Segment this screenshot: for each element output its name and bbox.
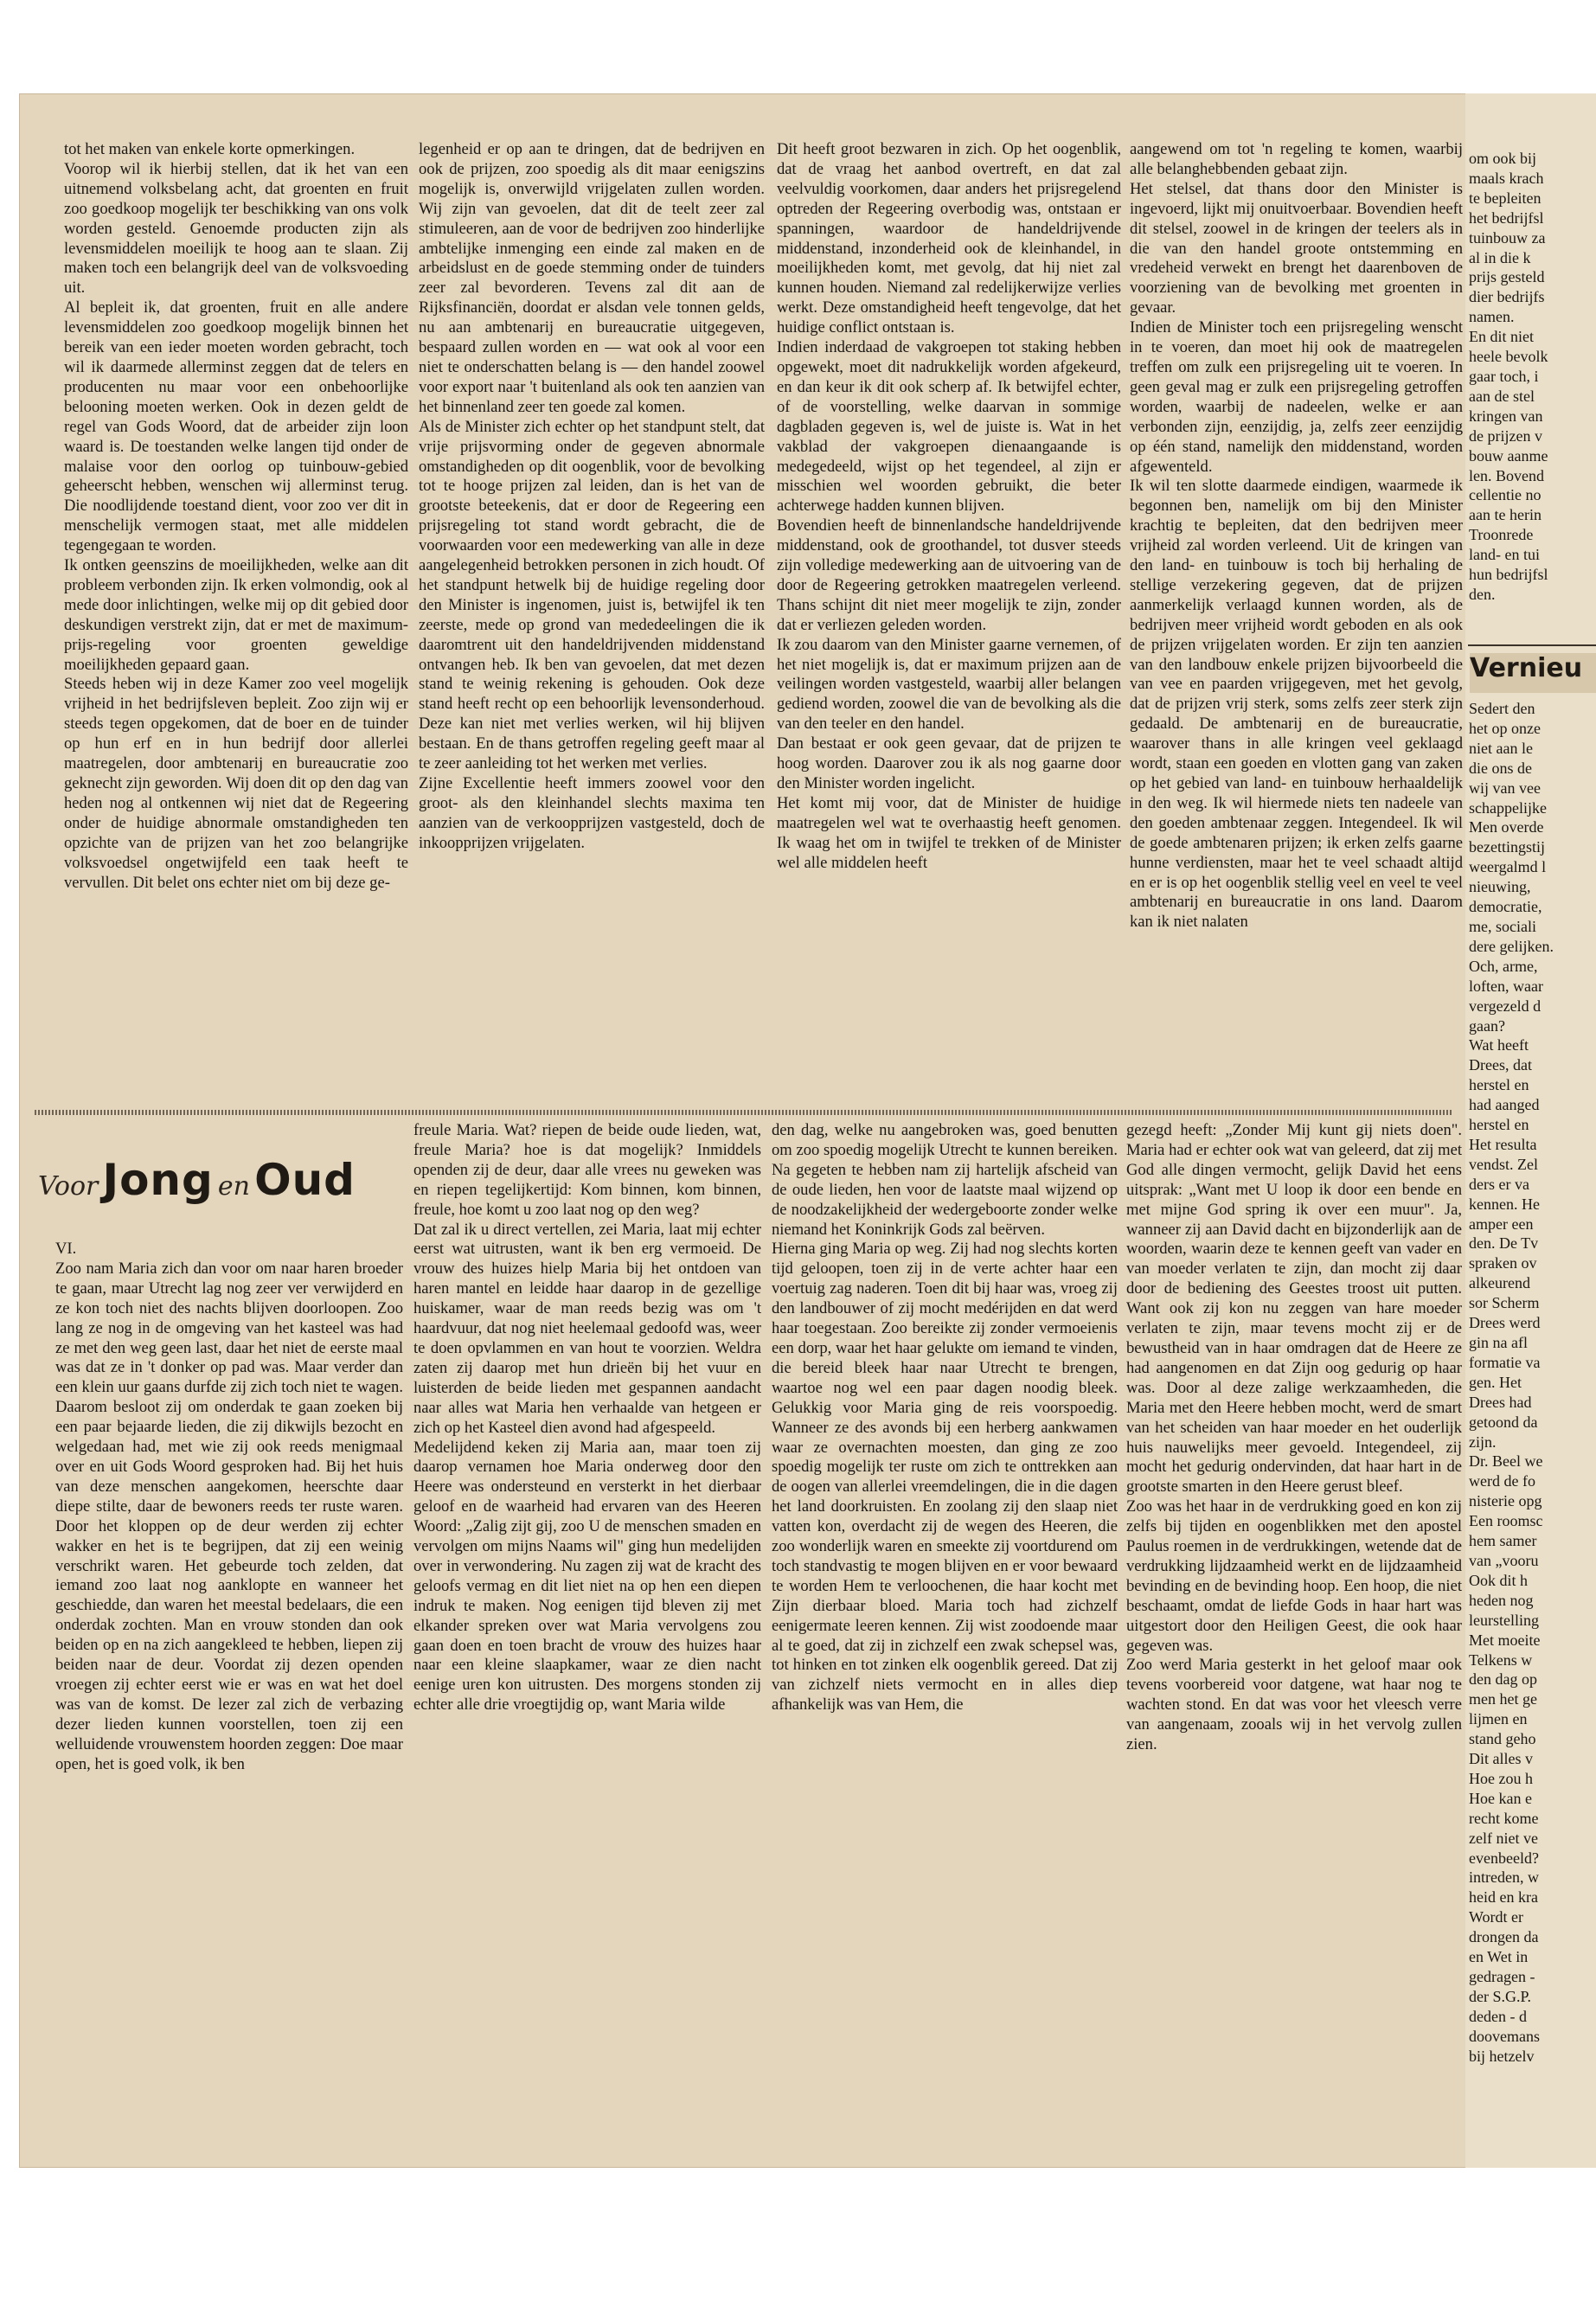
paragraph: Zoo werd Maria gesterkt in het geloof maar ook tevens voorbereid voor datgene, wat haar nog te wachten stond. En dat was voor het vleesch verre van aangenaam, zooals wij in het vervolg zullen zien. <box>1126 1656 1462 1754</box>
clipped-line: werd de fo <box>1469 1472 1535 1490</box>
clipped-line: democratie, <box>1469 898 1542 916</box>
paragraph: Ik wil ten slotte daarmede eindigen, waarmede ik begonnen ben, namelijk om bij den Minister krachtig te bepleiten, dat den bedrijven meer vrijheid zal worden verleend. Uit de kringen van den land- en tuinbouw is toch bij herhaling de stellige verzekering gegeven, dat de prijzen aanmerkelijk verlaagd kunnen worden, als de bedrijven meer vrijheid wordt geboden en als ook de prijzen vrijgelaten worden. Er zijn ten aanzien van den landbouw enkele prijzen bijvoorbeeld die van vee en paarden vrijgegeven, met het gevolg, dat de prijzen vrij sterk, soms zelfs zeer sterk zijn gedaald. De ambtenarij en de bureaucratie, waarover thans in alle kringen veel geklaagd wordt, staan een goeden en vlotten gang van zaken op het gebied van land- en tuinbouw herhaaldelijk in den weg. Ik wil hiermede niets ten nadeele van den goeden ambtenaar zeggen. Integendeel. Ik wil de goede ambtenaren prijzen; ik erken zelfs gaarne hunne verdiensten, maar het te veel schaadt altijd en er is op het oogenblik stellig veel en veel te veel ambtenarij en bureaucratie in ons land. Daarom kan ik niet nalaten <box>1130 477 1463 932</box>
story-column-1 <box>55 1240 403 2135</box>
clipped-line: kringen van <box>1469 407 1543 425</box>
clipped-line: getoond da <box>1469 1413 1538 1431</box>
clipped-line: bouw aanme <box>1469 446 1548 465</box>
clipped-line: En dit niet <box>1469 328 1534 346</box>
clipped-line: de prijzen v <box>1469 426 1542 445</box>
clipped-line: nieuwing, <box>1469 878 1531 896</box>
clipped-line: om ook bij <box>1469 150 1537 167</box>
paragraph: Medelijdend keken zij Maria aan, maar toen zij daarop vernamen hoe Maria onderweg door den Heere was ondersteund en versterkt in het dierbaar geloof en de waarheid had ervaren van des Heeren Woord: „Zalig zijt gij, zoo U de menschen smaden en vervolgen om mijns Naams wil" ging hun medelijden over in verwondering. Nu zagen zij wat de kracht des geloofs vermag en dit liet niet na op hen een diepen indruk te maken. Nog eenigen tijd bleven zij met elkander spreken over wat Maria vervolgens zou gaan doen en toen bracht de vrouw des huizes haar naar een kleine slaapkamer, waar ze dien nacht eenige uren kon uitrusten. Des morgens stonden zij echter alle drie vroegtijdig op, want Maria wilde <box>413 1438 761 1715</box>
clipped-line: dere gelijken. <box>1469 937 1554 955</box>
paragraph: Zijne Excellentie heeft immers zoowel voor den groot- als den kleinhandel slechts maxima ten aanzien van de verkoopprijzen vastgesteld, doch de inkoopprijzen vrijgelaten. <box>419 774 765 852</box>
clipped-line: amper een <box>1469 1215 1534 1233</box>
adjacent-page-column <box>1465 93 1596 2168</box>
clipped-line: spraken ov <box>1469 1254 1537 1272</box>
clipped-line: Hoe kan e <box>1469 1789 1532 1807</box>
clipped-line: Sedert den <box>1469 700 1535 717</box>
paragraph: Zoo nam Maria zich dan voor om naar haren broeder te gaan, maar Utrecht lag nog zeer ver verwijderd en ze kon toch niet des nachts blijven doorloopen. Zoo lang ze nog in de omgeving van het kasteel was had ze met den weg geen last, daar het niet de eerste maal was dat ze in 't donker op pad was. Maar verder dan een klein uur gaans durfde zij zich toch niet te wagen. Daarom besloot zij om onderdak te gaan zoeken bij een paar bejaarde lieden, die zij dikwijls bezocht en welgedaan had, met wie zij ook reeds menigmaal over en uit Gods Woord gesproken had. Bij het huis van deze menschen aangekomen, heerschte daar diepe stilte, daar de bewoners reeds ter ruste waren. Door het kloppen op de deur werden zij echter wakker en het is te begrijpen, dat zij een weinig verschrikt waren. Het gebeurde toch zelden, dat iemand zoo laat nog aanklopte en wanneer het geschiedde, dan waren het meestal bedelaars, die een onderdak zochten. Man en vrouw stonden dan ook beiden op en na zich aangekleed te hebben, liepen zij beiden naar de deur. Voordat zij dezen openden vroegen zij echter eerst wie er was en wat het doel was van de komst. De lezer zal zich de verbazing dezer lieden kunnen voorstellen, toen zij een welluidende vrouwenstem hoorden zeggen: Doe maar open, het is goed volk, ik ben <box>55 1259 403 1773</box>
clipped-line: weergalmd l <box>1469 858 1547 876</box>
clipped-line: Wordt er <box>1469 1908 1524 1926</box>
clipped-line: len. Bovend <box>1469 466 1544 484</box>
paragraph: aangewend om tot 'n regeling te komen, waarbij alle belanghebbenden gebaat zijn. <box>1130 140 1463 178</box>
clipped-line: wij van vee <box>1469 779 1541 797</box>
heading-rule <box>1468 644 1596 646</box>
clipped-line: dier bedrijfs <box>1469 288 1545 306</box>
article-column-4 <box>1130 140 1463 1102</box>
clipped-line: Hoe zou h <box>1469 1769 1533 1787</box>
clipped-line: Drees had <box>1469 1393 1532 1411</box>
clipped-line: had aanged <box>1469 1096 1540 1114</box>
paragraph: Het komt mij voor, dat de Minister de huidige maatregelen wel wat te overhaastig heeft genomen. Ik waag het om in twijfel te trekken of de Minister wel alle middelen heeft <box>777 793 1121 872</box>
clipped-line: gedragen - <box>1469 1968 1535 1985</box>
clipped-line: land- en tui <box>1469 546 1540 564</box>
clipped-line: prijs gesteld <box>1469 268 1545 286</box>
clipped-line: leurstelling <box>1469 1611 1539 1629</box>
paragraph: Indien de Minister toch een prijsregeling wenscht in te voeren, dan moet hij ook de maatregelen treffen om zulk een prijsregeling uit te voeren. In geen geval mag er zulk een prijsregeling getroffen worden, waarbij de nadeelen, welke er aan verbonden zijn, eenzijdig, ja, zelfs zeer eenzijdig op één stand, namelijk den middenstand, worden afgewenteld. <box>1130 318 1463 476</box>
clipped-line: heid en kra <box>1469 1888 1538 1907</box>
clipped-line: te bepleiten <box>1469 189 1542 207</box>
chapter-number: VI. <box>55 1240 77 1258</box>
paragraph: den dag, welke nu aangebroken was, goed benutten om zoo spoedig mogelijk Utrecht te kunnen bereiken. Na gegeten te hebben nam zij hartelijk afscheid van de oude lieden, hen voor de laatste maal wijzend op de noodzakelijkheid der wedergeboorte zonder welke niemand het Koninkrijk Gods zal beërven. <box>772 1121 1118 1239</box>
clipped-line: vendst. Zel <box>1469 1155 1538 1173</box>
paragraph: tot het maken van enkele korte opmerkingen. <box>64 140 356 158</box>
clipped-line: Och, arme, <box>1469 957 1538 975</box>
clipped-line: maals krach <box>1469 169 1544 187</box>
masthead-jong: Jong <box>102 1155 214 1205</box>
paragraph: Bovendien heeft de binnenlandsche handeldrijvende middenstand, ook de groothandel, tot dusver steeds zijn volledige medewerking aan de uitvoering van de door de Regeering getrokken maatregelen verleend. Thans schijnt dit niet meer mogelijk te zijn, zonder dat er verliezen geleden worden. <box>777 516 1121 634</box>
story-column-2 <box>413 1121 761 2135</box>
clipped-line: herstel en <box>1469 1116 1529 1134</box>
clipped-line: Ook dit h <box>1469 1571 1529 1589</box>
clipped-line: Dr. Beel we <box>1469 1452 1543 1471</box>
clipped-line: namen. <box>1469 308 1515 326</box>
clipped-line: Men overde <box>1469 818 1544 836</box>
clipped-line: deden - d <box>1469 2007 1527 2025</box>
paragraph: Indien inderdaad de vakgroepen tot staking hebben opgewekt, moet dit nadrukkelijk worden afgekeurd, en dan keur ik dit ook scherp af. Ik betwijfel echter, of de voorstelling, welke daarvan in sommige dagbladen gegeven is, wel de juiste is. Wat in het vakblad der vakgroepen dienaangaande is medegedeeld, wijst op het tegendeel, al zijn er misschien wel woorden gebruikt, die beter achterwege hadden kunnen blijven. <box>777 338 1121 516</box>
clipped-line: cellentie no <box>1469 486 1542 504</box>
adjacent-heading: Vernieu <box>1470 653 1596 693</box>
masthead-voor: Voor <box>38 1171 99 1202</box>
clipped-line: der S.G.P. <box>1469 1987 1532 2005</box>
story-column-4 <box>1126 1121 1462 2135</box>
clipped-line: zelf niet ve <box>1469 1829 1538 1847</box>
article-column-2 <box>419 140 765 1102</box>
article-column-1 <box>64 140 408 1102</box>
clipped-line: aan de stel <box>1469 387 1535 405</box>
paragraph: Dit heeft groot bezwaren in zich. Op het oogenblik, dat de vraag het aanbod overtreft, en dat zal veelvuldig voorkomen, daar anders het prijsregelend optreden der Regeering overbodig was, ontstaan er spanningen, waardoor de handeldrijvende middenstand, inzonderheid ook de kleinhandel, in moeilijkheden komt, met gevolg, dat hij niet zal kunnen houden. Niemand zal redelijkerwijze verlies werkt. Deze omstandigheid heeft tengevolge, dat het huidige conflict ontstaan is. <box>777 140 1121 337</box>
clipped-line: den. De Tv <box>1469 1234 1539 1253</box>
clipped-line: gaan? <box>1469 1016 1505 1035</box>
paragraph: Dan bestaat er ook geen gevaar, dat de prijzen te hoog worden. Daarover zou ik als nog gaarne door den Minister worden ingelicht. <box>777 734 1121 792</box>
clipped-line: gin na afl <box>1469 1334 1528 1351</box>
paragraph: Als de Minister zich echter op het standpunt stelt, dat vrije prijsvorming onder de gegeven abnormale omstandigheden op dit oogenblik, voor de bevolking tot te hooge prijzen zal leiden, dan is het van de grootste beteekenis, dat er door de Regeering een prijsregeling tot stand wordt gebracht, die de voorwaarden voor een medewerking van alle in deze aangelegenheid betrokken personen in zich houdt. Of het standpunt hetwelk bij de huidige regeling door den Minister is ingenomen, juist is, betwijfel ik ten zeerste, mede op grond van mededeelingen die ik daaromtrent uit den handeldrijvenden middenstand ontvangen heb. Ik ben van gevoelen, dat met dezen stand te weinig rekening is gehouden. Ook deze stand heeft recht op een behoorlijk levensonderhoud. Deze kan niet met verlies werken, wil hij blijven bestaan. En de thans getroffen regeling geeft maar al te zeer aanleiding tot het werken met verlies. <box>419 417 765 773</box>
paragraph: Dat zal ik u direct vertellen, zei Maria, laat mij echter eerst wat uitrusten, want ik ben erg vermoeid. De vrouw des huizes hielp Maria bij het ontdoen van haren mantel en leidde haar daarop in de gezellige huiskamer, waar de man reeds bezig was om 't haardvuur, dat nog niet heelemaal gedoofd was, weer te doen opvlammen en van hout te voorzien. Weldra zaten zij daarop met hun drieën bij het vuur en luisterden de beide lieden met gespannen aandacht naar alles wat Maria hen verhaalde van hetgeen er zich op het Kasteel dien avond had afgespeeld. <box>413 1220 761 1437</box>
clipped-line: gen. Het <box>1469 1373 1522 1391</box>
paragraph: Voorop wil ik hierbij stellen, dat ik het van een uitnemend volksbelang acht, dat groenten en fruit zoo goedkoop mogelijk ter beschikking van ons volk worden gesteld. Genoemde producten zijn als levensmiddelen moeilijk te hoog aan te slaan. Zij maken toch een belangrijk deel van de volksvoeding uit. <box>64 159 408 298</box>
clipped-line: recht kome <box>1469 1809 1539 1827</box>
clipped-line: intreden, w <box>1469 1868 1539 1887</box>
clipped-line: formatie va <box>1469 1353 1541 1371</box>
paragraph: Zoo was het haar in de verdrukking goed en kon zij zelfs bij tijden en oogenblikken met den apostel Paulus roemen in de verdrukkingen, wetende dat de verdrukking lijdzaamheid werkt en de lijdzaamheid bevinding en de bevinding hoop. Een hoop, die niet beschaamt, omdat de liefde Gods in haar hart was uitgestort door den Heiligen Geest, die ook haar gegeven was. <box>1126 1497 1462 1655</box>
clipped-line: loften, waar <box>1469 977 1543 995</box>
clipped-line: sor Scherm <box>1469 1294 1540 1312</box>
clipped-line: heden nog <box>1469 1591 1534 1609</box>
clipped-line: Drees, dat <box>1469 1056 1532 1074</box>
clipped-line: den. <box>1469 585 1496 603</box>
section-divider <box>35 1110 1453 1115</box>
clipped-line: Het resulta <box>1469 1135 1537 1153</box>
clipped-line: en Wet in <box>1469 1948 1529 1966</box>
paragraph: Hierna ging Maria op weg. Zij had nog slechts korten tijd geloopen, toen zij in de verte achter haar een voertuig zag naderen. Toen dit bij haar was, vroeg zij den landbouwer of zij mocht medérijden en dat werd haar toegestaan. Zoo bereikte zij zonder vermoeienis een dorp, waar het haar gelukte om iemand te vinden, die bereid bleek haar naar Utrecht te brengen, waartoe nog wel een paar dagen noodig bleek. Gelukkig voor Maria ging de reis voorspoedig. Wanneer ze des avonds bij een herberg aankwamen waar ze overnachten moesten, dan ging ze zoo spoedig mogelijk ter ruste om zich te onttrekken aan de oogen van allerlei vreemdelingen, die in die dagen het land doorkruisten. En zoolang zij den slaap niet vatten kon, overdacht zij de wegen des Heeren, die zoo wonderlijk waren en smeekte zij voortdurend om toch standvastig te mogen blijven en er voor bewaard te worden Hem te verloochenen, die haar kocht met Zijn dierbaar bloed. Maria toch had zichzelf eenigermate leeren kennen. Zij wist zoodoende maar al te goed, dat zij in zichzelf een zwak schepsel was, tot hinken en tot zinken elk oogenblik gereed. Dat zij van zichzelf niets vermocht en in alles diep afhankelijk was van Hem, die <box>772 1240 1118 1715</box>
paragraph: legenheid er op aan te dringen, dat de bedrijven en ook de prijzen, zoo spoedig als dit maar eenigszins mogelijk is, onverwijld vrijgelaten zullen worden. Wij zijn van gevoelen, dat dit de teelt zeer zal stimuleeren, aan de voor de bedrijven zoo hinderlijke ambtelijke inmenging een einde zal maken en de arbeidslust en de goede stemming onder de tuinders zeer zal bevorderen. Tevens zal dit aan de Rijksfinanciën, doordat er alsdan vele tonnen gelds, nu aan ambtenarij en bureaucratie uitgegeven, bespaard zullen worden en — wat ook al voor een niet te onderschatten belang is — den handel zoowel voor export naar 't buitenland als ook ten aanzien van het binnenland zeer ten goede zal komen. <box>419 140 765 416</box>
clipped-line: hem samer <box>1469 1532 1537 1550</box>
clipped-line: heele bevolk <box>1469 348 1548 366</box>
clipped-line: stand geho <box>1469 1730 1536 1748</box>
clipped-line: alkeurend <box>1469 1274 1530 1292</box>
clipped-line: tuinbouw za <box>1469 228 1546 247</box>
clipped-line: ders er va <box>1469 1175 1529 1193</box>
clipped-line: Wat heeft <box>1469 1036 1529 1054</box>
adjacent-column-top <box>1469 149 1596 702</box>
clipped-line: vergezeld d <box>1469 997 1542 1015</box>
paragraph: Ik ontken geenszins de moeilijkheden, welke aan dit probleem verbonden zijn. Ik erken volmondig, ook al mede door inlichtingen, welke mij op dit gebied door deskundigen verstrekt zijn, dat er met de maximum-prijs-regeling voor groenten geweldige moeilijkheden gepaard gaan. <box>64 556 408 674</box>
clipped-line: doovemans <box>1469 2027 1540 2045</box>
paragraph: Het stelsel, dat thans door den Minister is ingevoerd, lijkt mij onuitvoerbaar. Bovendien heeft dit stelsel, zoowel in de kringen der teelers als in die van den handel groote ontstemming en vredeheid verwekt en brengt het daarenboven de voorziening van de bevolking met groenten in gevaar. <box>1130 179 1463 317</box>
clipped-line: men het ge <box>1469 1690 1537 1708</box>
paragraph: gezegd heeft: „Zonder Mij kunt gij niets doen". Maria had er echter ook wat van geleerd, dat zij met God alle dingen vermocht, gelijk David het eens uitsprak: „Want met U loop ik door een bende en met mijne God spring ik over een muur". Ja, wanneer zij aan David dacht en bijzonderlijk aan de woorden, waarin deze te kennen geeft van vader en van moeder verlaten te zijn, dan mocht zij daar door de bediening des Geestes troost uit putten. Want ook zij kon nu zeggen van hare moeder verlaten te zijn, maar tevens mocht zij er de bewustheid van in haar omdragen dat de Heere ze had aangenomen en dat Zijn oog gedurig op haar was. Door al deze zalige werkzaamheden, die Maria met den Heere hebben mocht, werd de smart van het scheiden van haar moeder en het ouderlijk huis nauwelijks meer gevoeld. Integendeel, zij mocht het gedurig ondervinden, dat haar hart in de grootste smarten in den Heere gerust bleef. <box>1126 1121 1462 1497</box>
adjacent-column-bottom <box>1469 699 1596 2118</box>
clipped-line: den dag op <box>1469 1670 1537 1689</box>
clipped-line: Telkens w <box>1469 1650 1533 1669</box>
paragraph: Steeds heben wij in deze Kamer zoo veel mogelijk vrijheid in het bedrijfsleven bepleit. Zoo zijn wij er steeds tegen opgekomen, dat de boer en de tuinder op hun erf en in hun bedrijf door allerlei maatregelen, door ambtenarij en bureaucratie zoo geknecht zijn geworden. Wij doen dit op den dag van heden nog al ontkennen wij niet dat de Regeering onder de huidige abnormale omstandigheden ten opzichte van de prijzen van het zoo belangrijke volksvoedsel ongetwijfeld een taak heeft te vervullen. Dit belet ons echter niet om bij deze ge- <box>64 675 408 892</box>
clipped-line: evenbeeld? <box>1469 1849 1539 1867</box>
clipped-line: bezettingstij <box>1469 838 1545 856</box>
clipped-line: al in die k <box>1469 248 1531 266</box>
clipped-line: herstel en <box>1469 1076 1529 1094</box>
clipped-line: hun bedrijfsl <box>1469 566 1548 584</box>
clipped-line: aan te herin <box>1469 506 1542 524</box>
masthead-en: en <box>217 1171 250 1202</box>
paragraph: Ik zou daarom van den Minister gaarne vernemen, of het niet mogelijk is, dat er maximum prijzen aan de veilingen worden vastgesteld, waarbij aller belangen gediend worden, zoowel die van de bevolking als die van den teeler en den handel. <box>777 635 1121 734</box>
clipped-line: lijmen en <box>1469 1710 1528 1728</box>
clipped-line: niet aan le <box>1469 739 1533 757</box>
article-column-3 <box>777 140 1121 1102</box>
clipped-line: Dit alles v <box>1469 1750 1533 1768</box>
clipped-line: me, sociali <box>1469 917 1536 935</box>
clipped-line: drongen da <box>1469 1928 1539 1946</box>
clipped-line: het bedrijfsl <box>1469 208 1544 227</box>
clipped-line: Met moeite <box>1469 1631 1541 1649</box>
clipped-line: die ons de <box>1469 759 1532 777</box>
clipped-line: van „vooru <box>1469 1551 1539 1569</box>
clipped-line: het op onze <box>1469 719 1541 737</box>
clipped-line: gaar toch, i <box>1469 367 1539 385</box>
paragraph: Al bepleit ik, dat groenten, fruit en alle andere levensmiddelen zoo goedkoop mogelijk binnen het bereik van een ieder moeten worden gebracht, toch wil ik daarmede allerminst zeggen dat de telers en producenten nu maar voor een onbehoorlijke belooning moeten werken. Ook in dezen geldt de regel van Gods Woord, dat de arbeider zijn loon waard is. De toestanden welke langen tijd onder de malaise voor den oorlog op tuinbouw-gebied geheerscht hebben, wenschen wij allerminst terug. Die noodlijdende toestand dient, voor zoo ver dit in menschelijk vermogen staat, met alle middelen tegengegaan te worden. <box>64 298 408 555</box>
paragraph: freule Maria. Wat? riepen de beide oude lieden, wat, freule Maria? hoe is dat mogelijk? Inmiddels openden zij de deur, daar alle vrees nu geweken was en riepen tegelijkertijd: Kom binnen, kom binnen, freule, hoe komt u zoo laat nog op den weg? <box>413 1121 761 1219</box>
clipped-line: Drees werd <box>1469 1314 1541 1332</box>
clipped-line: Troonrede <box>1469 526 1534 544</box>
clipped-line: zijn. <box>1469 1433 1497 1451</box>
story-column-3 <box>772 1121 1118 2135</box>
clipped-line: nisterie opg <box>1469 1492 1542 1510</box>
section-masthead <box>38 1155 397 1215</box>
clipped-line: bij hetzelv <box>1469 2047 1535 2065</box>
clipped-line: Een roomsc <box>1469 1512 1543 1530</box>
clipped-line: kennen. He <box>1469 1195 1540 1213</box>
masthead-oud: Oud <box>254 1155 356 1205</box>
clipped-line: schappelijke <box>1469 798 1547 817</box>
